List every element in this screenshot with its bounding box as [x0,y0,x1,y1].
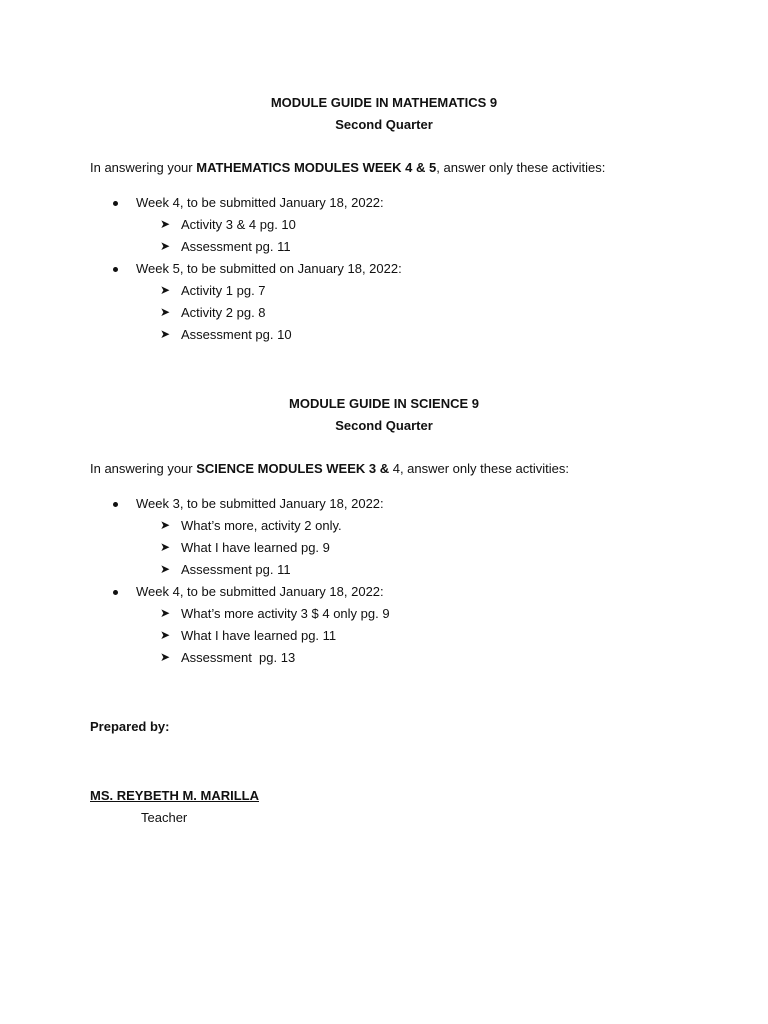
science-intro-bold: SCIENCE MODULES WEEK 3 & [196,461,390,476]
bullet-dot-icon [113,267,118,272]
math-title: MODULE GUIDE IN MATHEMATICS 9 [270,95,498,110]
math-week-label: Week 4, to be submitted January 18, 2022: [136,195,384,210]
math-intro [90,160,605,175]
science-activity-item: What’s more, activity 2 only. [181,518,342,533]
science-intro-prefix: In answering your [90,461,197,476]
science-intro-suffix: , answer only these activities: [399,461,570,476]
math-activity-item: Assessment pg. 10 [181,327,292,342]
science-activity-item: What’s more activity 3 $ 4 only pg. 9 [181,606,390,621]
teacher-role: Teacher [141,810,188,825]
math-intro-suffix: , answer only these activities: [436,160,606,175]
bullet-dot-icon [113,502,118,507]
math-activity-item: Activity 2 pg. 8 [181,305,266,320]
science-title: MODULE GUIDE IN SCIENCE 9 [289,396,479,411]
teacher-name: MS. REYBETH M. MARILLA [90,788,259,803]
math-activity-item: Assessment pg. 11 [181,239,291,254]
arrow-bullet-icon: ➤ [160,327,171,341]
arrow-bullet-icon: ➤ [160,562,171,576]
science-intro [90,461,569,476]
arrow-bullet-icon: ➤ [160,628,171,642]
bullet-dot-icon [113,590,118,595]
math-quarter: Second Quarter [335,117,433,132]
arrow-bullet-icon: ➤ [160,239,171,253]
math-intro-prefix: In answering your [90,160,197,175]
science-quarter: Second Quarter [335,418,433,433]
arrow-bullet-icon: ➤ [160,518,171,532]
math-week-label: Week 5, to be submitted on January 18, 2022: [136,261,402,276]
science-week-label: Week 3, to be submitted January 18, 2022: [136,496,384,511]
science-week-label: Week 4, to be submitted January 18, 2022: [136,584,384,599]
arrow-bullet-icon: ➤ [160,606,171,620]
arrow-bullet-icon: ➤ [160,650,171,664]
science-intro-mid: 4 [389,461,400,476]
math-activity-item: Activity 1 pg. 7 [181,283,266,298]
arrow-bullet-icon: ➤ [160,217,171,231]
science-activity-item: What I have learned pg. 11 [181,628,337,643]
math-activity-item: Activity 3 & 4 pg. 10 [181,217,296,232]
math-intro-bold: MATHEMATICS MODULES WEEK 4 & 5 [196,160,437,175]
arrow-bullet-icon: ➤ [160,540,171,554]
science-activity-item: What I have learned pg. 9 [181,540,330,555]
science-activity-item: Assessment pg. 11 [181,562,291,577]
science-activity-item: Assessment pg. 13 [181,650,296,665]
arrow-bullet-icon: ➤ [160,305,171,319]
prepared-by-label: Prepared by: [90,719,170,734]
arrow-bullet-icon: ➤ [160,283,171,297]
bullet-dot-icon [113,201,118,206]
